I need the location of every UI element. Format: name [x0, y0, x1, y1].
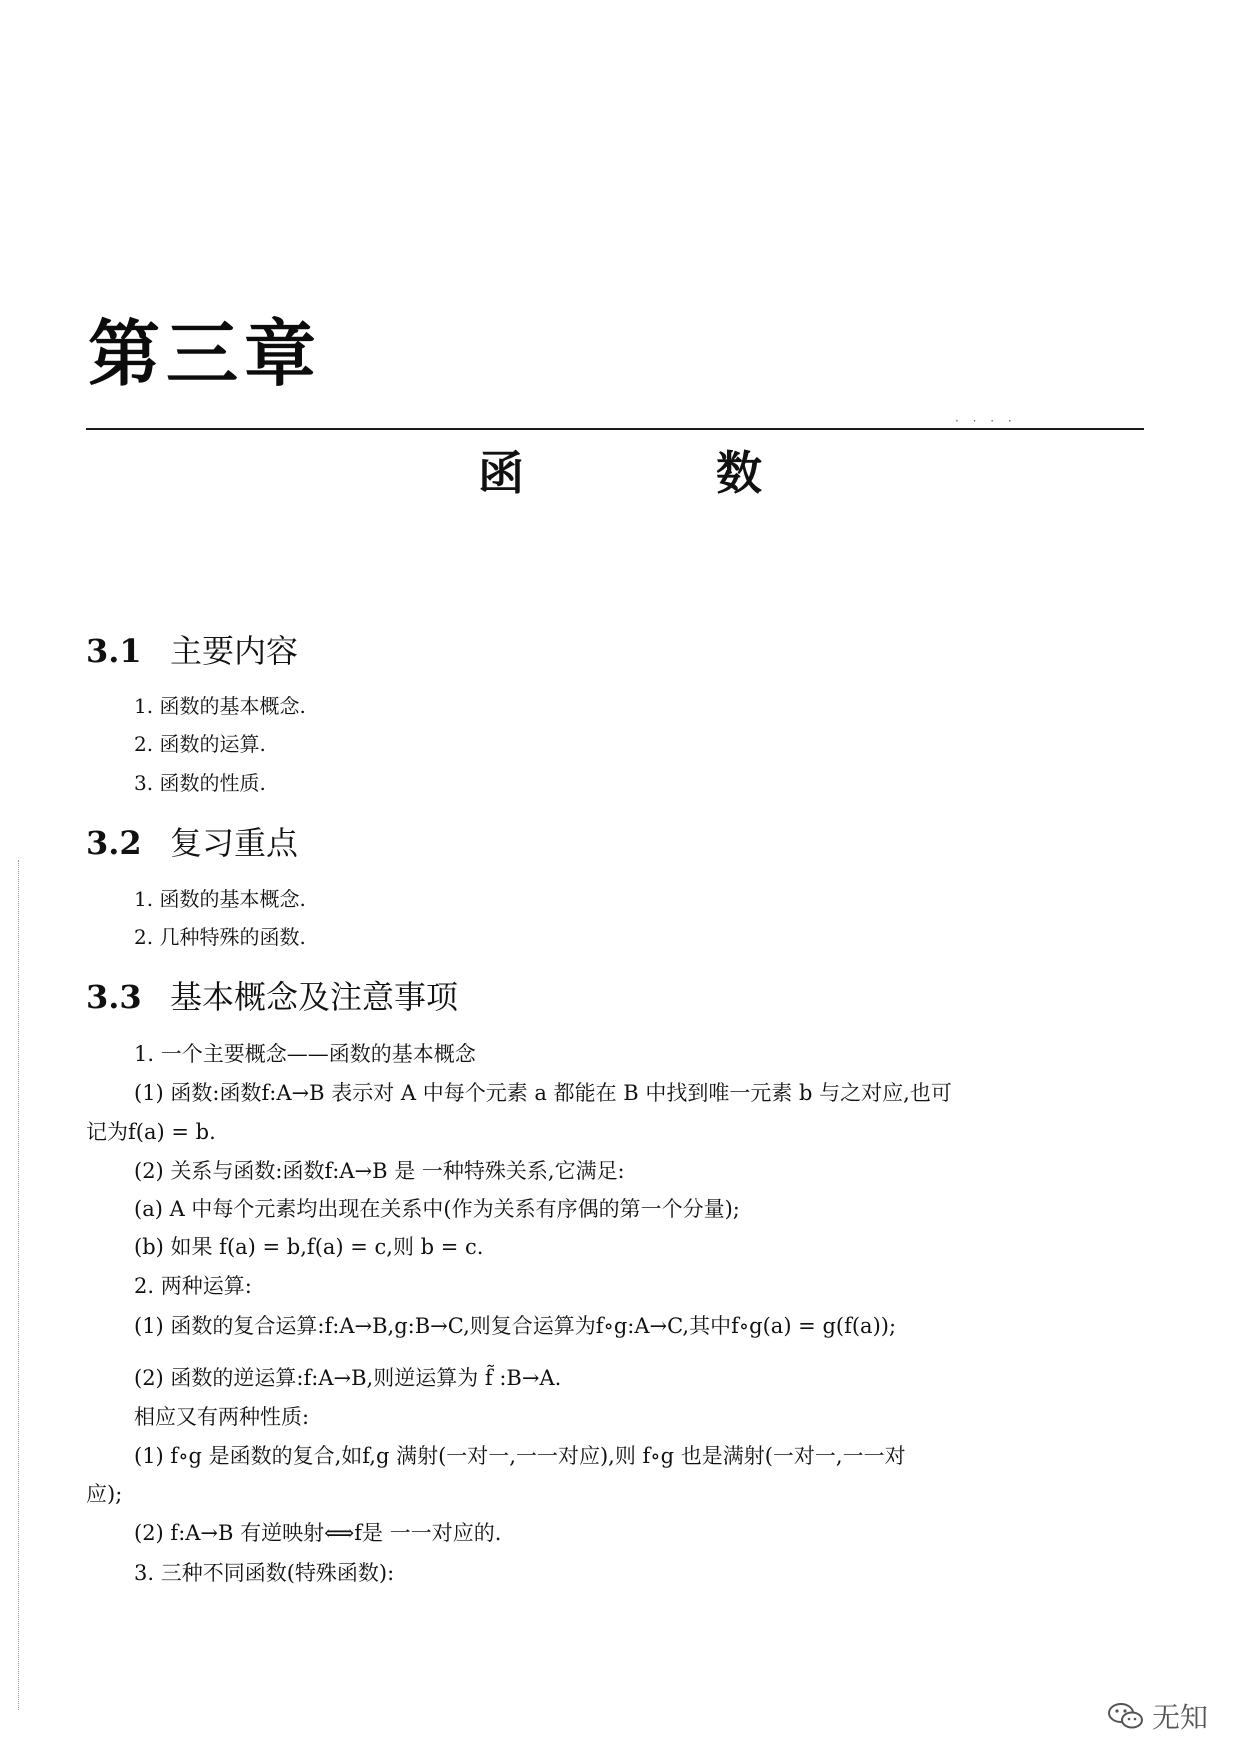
body-line: 2. 两种运算:	[134, 1274, 252, 1298]
rule-specks: · · · ·	[955, 414, 1017, 428]
title-rule	[86, 428, 1144, 430]
section-title: 复习重点	[170, 824, 299, 862]
body-line: 记为f(a) = b.	[86, 1120, 216, 1144]
body-line: 应);	[86, 1482, 123, 1506]
list-item: 2. 函数的运算.	[134, 732, 266, 756]
section-number: 3.3	[86, 978, 142, 1016]
chapter-title: 第三章	[88, 312, 323, 396]
body-line: 1. 一个主要概念——函数的基本概念	[134, 1042, 476, 1066]
list-item: 1. 函数的基本概念.	[134, 887, 306, 911]
section-heading-3-3	[86, 978, 458, 1016]
list-item: 3. 函数的性质.	[134, 771, 266, 795]
watermark	[1106, 1696, 1208, 1736]
section-heading-3-2	[86, 824, 298, 862]
watermark-text: 无知	[1152, 1701, 1209, 1734]
body-line: 相应又有两种性质:	[134, 1405, 310, 1429]
body-line: (a) A 中每个元素均出现在关系中(作为关系有序偶的第一个分量);	[134, 1197, 740, 1221]
section-number: 3.2	[86, 824, 142, 862]
list-item: 2. 几种特殊的函数.	[134, 925, 306, 949]
scan-gutter-marks	[18, 860, 27, 1710]
body-line: (2) 关系与函数:函数f:A→B 是 一种特殊关系,它满足:	[134, 1159, 625, 1183]
body-line: (1) f∘g 是函数的复合,如f,g 满射(一对一,一一对应),则 f∘g 也是满射(一对一,一一对	[134, 1444, 906, 1468]
section-title: 主要内容	[170, 632, 299, 670]
body-line: (2) 函数的逆运算:f:A→B,则逆运算为 f̃ :B→A.	[134, 1366, 562, 1390]
body-line: (2) f:A→B 有逆映射⟺f是 一一对应的.	[134, 1521, 502, 1545]
body-line: (1) 函数的复合运算:f:A→B,g:B→C,则复合运算为f∘g:A→C,其中f∘g(a) = g(f(a));	[134, 1314, 897, 1338]
wechat-icon	[1106, 1701, 1146, 1731]
body-line: (b) 如果 f(a) = b,f(a) = c,则 b = c.	[134, 1235, 484, 1259]
chapter-subtitle: 函 数	[477, 446, 850, 500]
section-number: 3.1	[86, 632, 142, 670]
list-item: 1. 函数的基本概念.	[134, 694, 306, 718]
body-line: 3. 三种不同函数(特殊函数):	[134, 1561, 395, 1585]
section-title: 基本概念及注意事项	[170, 978, 459, 1016]
section-heading-3-1	[86, 632, 298, 670]
body-line: (1) 函数:函数f:A→B 表示对 A 中每个元素 a 都能在 B 中找到唯一元素 b 与之对应,也可	[134, 1081, 952, 1105]
